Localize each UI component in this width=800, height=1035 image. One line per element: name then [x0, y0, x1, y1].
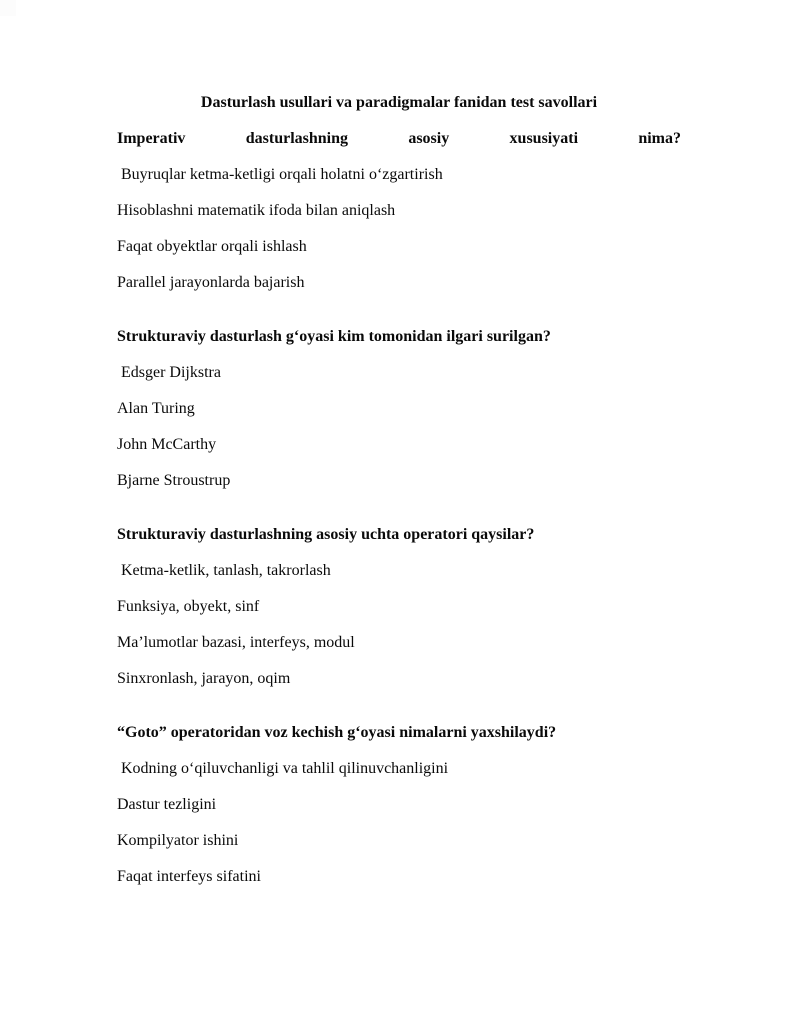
corner-artifact	[0, 0, 16, 16]
question-4-answer-4: Faqat interfeys sifatini	[117, 868, 261, 885]
question-2-answer-4: Bjarne Stroustrup	[117, 472, 231, 489]
question-3-answer-4: Sinxronlash, jarayon, oqim	[117, 670, 291, 687]
question-2-answer-3: John McCarthy	[117, 436, 217, 453]
question-2-answer-2: Alan Turing	[117, 400, 195, 417]
question-1: Imperativ dasturlashning asosiy xususiyati nima?	[117, 130, 681, 147]
question-1-answer-3: Faqat obyektlar orqali ishlash	[117, 238, 307, 255]
question-1-answer-4: Parallel jarayonlarda bajarish	[117, 274, 305, 291]
question-2-answer-1: Edsger Dijkstra	[117, 364, 221, 381]
question-4: “Goto” operatoridan voz kechish g‘oyasi nimalarni yaxshilaydi?	[117, 724, 557, 741]
question-1-answer-2: Hisoblashni matematik ifoda bilan aniqlash	[117, 202, 396, 219]
question-4-answer-1: Kodning o‘qiluvchanligi va tahlil qilinuvchanligini	[117, 760, 449, 777]
question-1-answer-1: Buyruqlar ketma-ketligi orqali holatni o‘zgartirish	[117, 166, 443, 183]
question-3: Strukturaviy dasturlashning asosiy uchta operatori qaysilar?	[117, 526, 535, 543]
question-2: Strukturaviy dasturlash g‘oyasi kim tomonidan ilgari surilgan?	[117, 328, 551, 345]
question-3-answer-1: Ketma-ketlik, tanlash, takrorlash	[117, 562, 331, 579]
document-title: Dasturlash usullari va paradigmalar fanidan test savollari	[200, 94, 598, 111]
question-4-answer-2: Dastur tezligini	[117, 796, 217, 813]
question-4-answer-3: Kompilyator ishini	[117, 832, 239, 849]
question-3-answer-2: Funksiya, obyekt, sinf	[117, 598, 260, 615]
question-3-answer-3: Ma’lumotlar bazasi, interfeys, modul	[117, 634, 355, 651]
